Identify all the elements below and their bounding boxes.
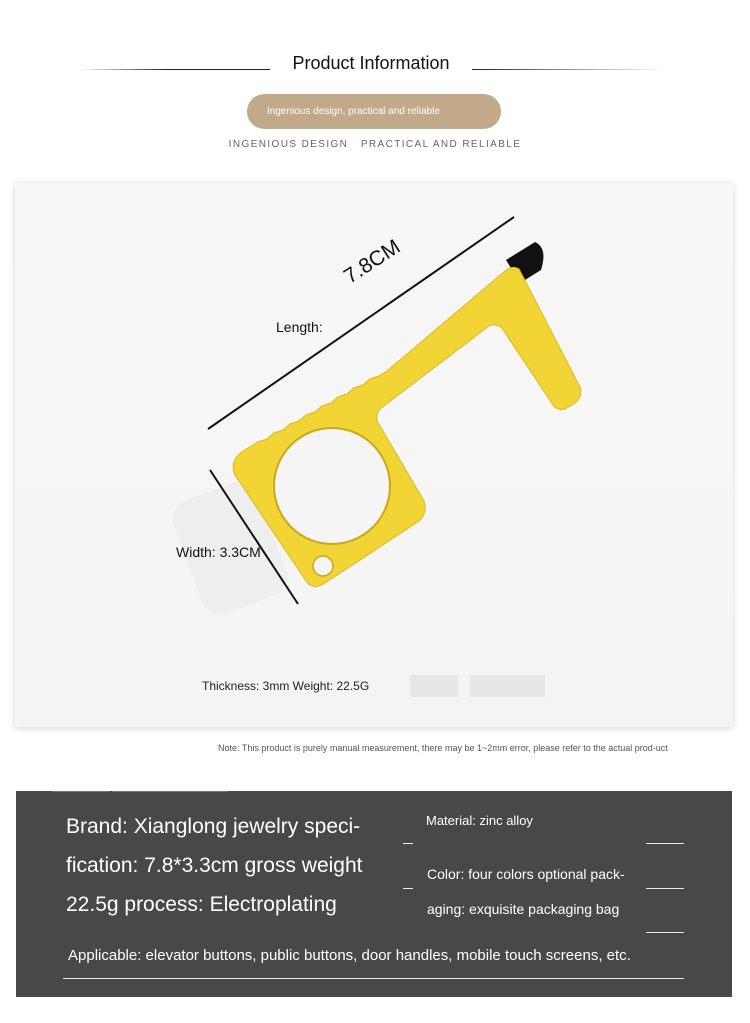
measurement-note: Note: This product is purely manual measurement, there may be 1~2mm error, please refer to the actual prod-uct — [218, 743, 668, 753]
spec-divider — [646, 888, 684, 889]
spec-divider — [403, 843, 413, 844]
panel-hint-line — [112, 791, 228, 792]
applicable-text: Applicable: elevator buttons, public buttons, door handles, mobile touch screens, etc. — [68, 947, 631, 964]
product-image-card — [15, 183, 733, 727]
color-packaging-text: Color: four colors optional pack-aging: exquisite packaging bag — [427, 866, 625, 917]
tagline-caps: INGENIOUS DESIGN PRACTICAL AND RELIABLE — [228, 139, 522, 150]
spec-divider — [646, 843, 684, 844]
section-title: Product Information — [292, 53, 450, 73]
panel-hint-line — [52, 791, 110, 792]
width-label: Width: 3.3CM — [176, 544, 261, 560]
spec-divider — [403, 888, 413, 889]
spec-divider — [646, 932, 684, 933]
material-text: Material: zinc alloy — [426, 813, 533, 828]
header-divider-right — [472, 69, 664, 70]
brand-spec-text: Brand: Xianglong jewelry speci-fication: 7.8*3.3cm gross weight 22.5g process: Electroplating — [66, 815, 363, 916]
tagline-pill: Ingenious design, practical and reliable — [247, 94, 501, 129]
header-divider-left — [80, 69, 270, 70]
spec-panel — [16, 791, 732, 997]
thickness-weight-label: Thickness: 3mm Weight: 22.5G — [202, 679, 370, 693]
length-label: Length: — [276, 319, 323, 335]
length-value: 7.8CM — [340, 235, 405, 289]
applicable-underline — [63, 978, 684, 979]
door-opener-tool — [233, 267, 581, 586]
